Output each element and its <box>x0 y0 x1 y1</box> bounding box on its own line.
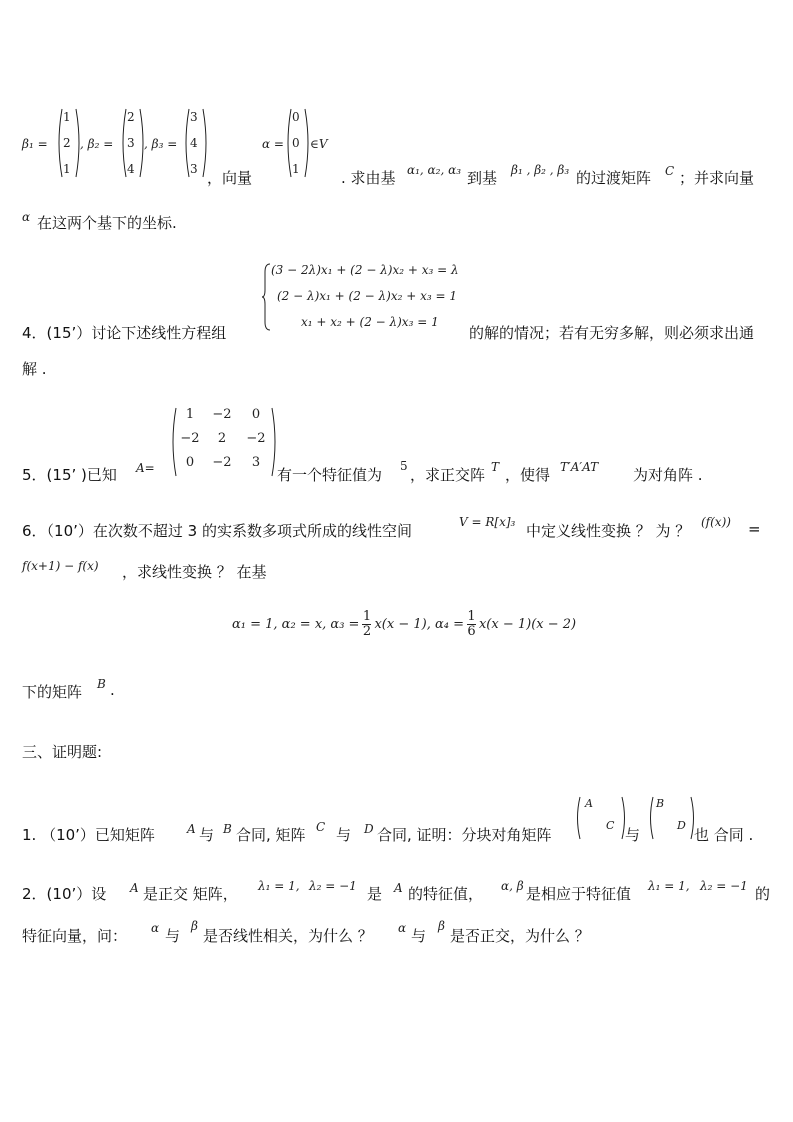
equation-3: x₁ + x₂ + (2 − λ)x₃ = 1 <box>301 315 439 329</box>
vector-entry: 1 <box>63 110 71 124</box>
fx-expression: (f(x)) <box>701 515 731 529</box>
text-is: 是 <box>367 885 383 903</box>
fraction-one-half <box>362 610 371 639</box>
alpha-beta: α, β <box>501 879 524 893</box>
matrix-a <box>175 407 273 470</box>
vector-entry: 0 <box>292 110 300 124</box>
problem-4-tail: 的解的情况；若有无穷多解，则必须求出通 <box>469 324 755 342</box>
text-coordinates: 在这两个基下的坐标. <box>37 214 177 232</box>
text-with: 与 <box>336 826 352 844</box>
text-with: 与 <box>165 927 181 945</box>
matrix-b: B <box>223 822 232 836</box>
period: . <box>110 681 115 699</box>
text-orthogonal-matrix: 是正交 矩阵， <box>143 885 238 903</box>
fraction-one-sixth <box>467 610 476 639</box>
q1-label: 1. （10’）已知矩阵 <box>22 826 155 844</box>
block-a: A <box>585 797 593 810</box>
alpha-symbol-2: α <box>398 921 407 935</box>
text-matrix-under: 下的矩阵 <box>22 683 83 701</box>
vector-entry: 1 <box>63 162 71 176</box>
section-3-title: 三、证明题: <box>22 743 103 761</box>
expression-tat: T′A′AT <box>560 460 599 474</box>
matrix-a-label: A= <box>136 461 155 475</box>
problem-5-label: 5．(15’ )已知 <box>22 466 117 484</box>
lambda-2-b: λ₂ = −1 <box>700 879 748 893</box>
matrix-entry: 0 <box>185 455 195 470</box>
text-eigenvalues: 的特征值， <box>408 885 484 903</box>
text-orthogonal-question: 是否正交，为什么 ？ <box>450 927 590 945</box>
text-vector: ，向量 <box>207 169 253 187</box>
text-of: 的 <box>755 885 771 903</box>
beta-symbol: β <box>191 919 198 933</box>
alpha-symbol: α <box>22 210 31 224</box>
basis-formula <box>232 610 576 639</box>
text-with: 与 <box>625 826 641 844</box>
vector-entry: 3 <box>190 110 198 124</box>
text-also-congruent: 也 合同 . <box>694 826 754 844</box>
matrix-entry: −2 <box>180 431 200 446</box>
betas-basis: β₁ , β₂ , β₃ <box>511 163 570 177</box>
text-from-base: . 求由基 <box>341 169 396 187</box>
beta1-label: β₁ = <box>22 137 48 151</box>
frac-numerator: 1 <box>467 609 476 624</box>
text-with: 与 <box>199 826 215 844</box>
matrix-c: C <box>316 820 326 834</box>
text-diagonal: 为对角阵 . <box>633 466 703 484</box>
block-c: C <box>606 819 615 832</box>
problem-6-label: 6．（10’）在次数不超过 3 的实系数多项式所成的线性空间 <box>22 522 412 540</box>
alpha-label: α = <box>262 137 284 151</box>
vector-entry: 2 <box>127 110 135 124</box>
matrix-entry: 1 <box>185 407 195 422</box>
lambda-1: λ₁ = 1, <box>258 879 300 893</box>
matrix-entry: −2 <box>212 407 232 422</box>
matrix-a: A <box>130 881 139 895</box>
text-and-find: ；并求向量 <box>679 169 755 187</box>
q2-label: 2．(10’）设 <box>22 885 107 903</box>
problem-4-label: 4．(15’）讨论下述线性方程组 <box>22 324 227 342</box>
basis-part-a: α₁ = 1, α₂ = x, α₃ = <box>232 617 360 632</box>
text-linearly-dependent: 是否线性相关，为什么 ？ <box>203 927 373 945</box>
polynomial-space: V = R[x]₃ <box>459 515 516 529</box>
beta-symbol-2: β <box>438 919 445 933</box>
text-transition: 的过渡矩阵 <box>576 169 652 187</box>
vector-entry: 4 <box>127 162 135 176</box>
matrix-a-2: A <box>394 881 403 895</box>
text-transform-basis: ，求线性变换 ？ 在基 <box>122 563 267 581</box>
text-eigenvalue: 有一个特征值为 <box>277 466 383 484</box>
in-v: ∈V <box>310 137 328 151</box>
text-corresponding: 是相应于特征值 <box>526 885 632 903</box>
text-make: ，使得 <box>505 466 551 484</box>
matrix-b: B <box>97 677 106 691</box>
beta3-label: , β₃ = <box>144 137 178 151</box>
beta2-label: , β₂ = <box>80 137 114 151</box>
equation-2: (2 − λ)x₁ + (2 − λ)x₂ + x₃ = 1 <box>277 289 457 303</box>
vector-entry: 3 <box>190 162 198 176</box>
equation-1: (3 − 2λ)x₁ + (2 − λ)x₂ + x₃ = λ <box>271 263 459 277</box>
beta1-vector <box>63 110 71 176</box>
vector-entry: 4 <box>190 136 198 150</box>
frac-denominator: 6 <box>467 624 476 639</box>
beta2-vector <box>127 110 135 176</box>
basis-part-c: x(x − 1)(x − 2) <box>478 617 577 632</box>
block-b: B <box>656 797 665 810</box>
block-d: D <box>677 819 686 832</box>
text-with: 与 <box>411 927 427 945</box>
vector-entry: 2 <box>63 136 71 150</box>
eigenvalue: 5 <box>400 459 408 473</box>
problem-4-line2: 解 . <box>22 360 47 378</box>
text-orthogonal: ，求正交阵 <box>410 466 486 484</box>
text-eigenvectors-question: 特征向量，问： <box>22 927 128 945</box>
matrix-entry: 0 <box>251 407 261 422</box>
matrix-entry: 2 <box>217 431 227 446</box>
matrix-entry: 3 <box>251 455 261 470</box>
beta3-vector <box>190 110 198 176</box>
block-matrix-1-brackets <box>575 795 627 841</box>
matrix-entry: −2 <box>212 455 232 470</box>
vector-entry: 1 <box>292 162 300 176</box>
basis-part-b: x(x − 1), α₄ = <box>374 617 464 632</box>
text-congruent: 合同, 矩阵 <box>236 826 306 844</box>
vector-entry: 3 <box>127 136 135 150</box>
alpha-symbol: α <box>151 921 160 935</box>
matrix-c: C <box>665 164 675 178</box>
text-to-base: 到基 <box>467 169 498 187</box>
matrix-t: T <box>491 460 500 474</box>
alphas-basis: α₁, α₂, α₃ <box>407 163 461 177</box>
text-proof: 合同, 证明：分块对角矩阵 <box>377 826 552 844</box>
text-define: 中定义线性变换 ？ 为 ？ <box>526 522 691 540</box>
lambda-2: λ₂ = −1 <box>309 879 357 893</box>
matrix-a: A <box>187 822 196 836</box>
lambda-1-b: λ₁ = 1, <box>648 879 690 893</box>
equals-sign: = <box>748 520 761 538</box>
matrix-d: D <box>364 822 374 836</box>
vector-entry: 0 <box>292 136 300 150</box>
frac-numerator: 1 <box>362 609 372 624</box>
frac-denominator: 2 <box>362 624 372 639</box>
matrix-entry: −2 <box>246 431 266 446</box>
alpha-vector <box>292 110 300 176</box>
difference-expression: f(x+1) − f(x) <box>22 559 99 573</box>
